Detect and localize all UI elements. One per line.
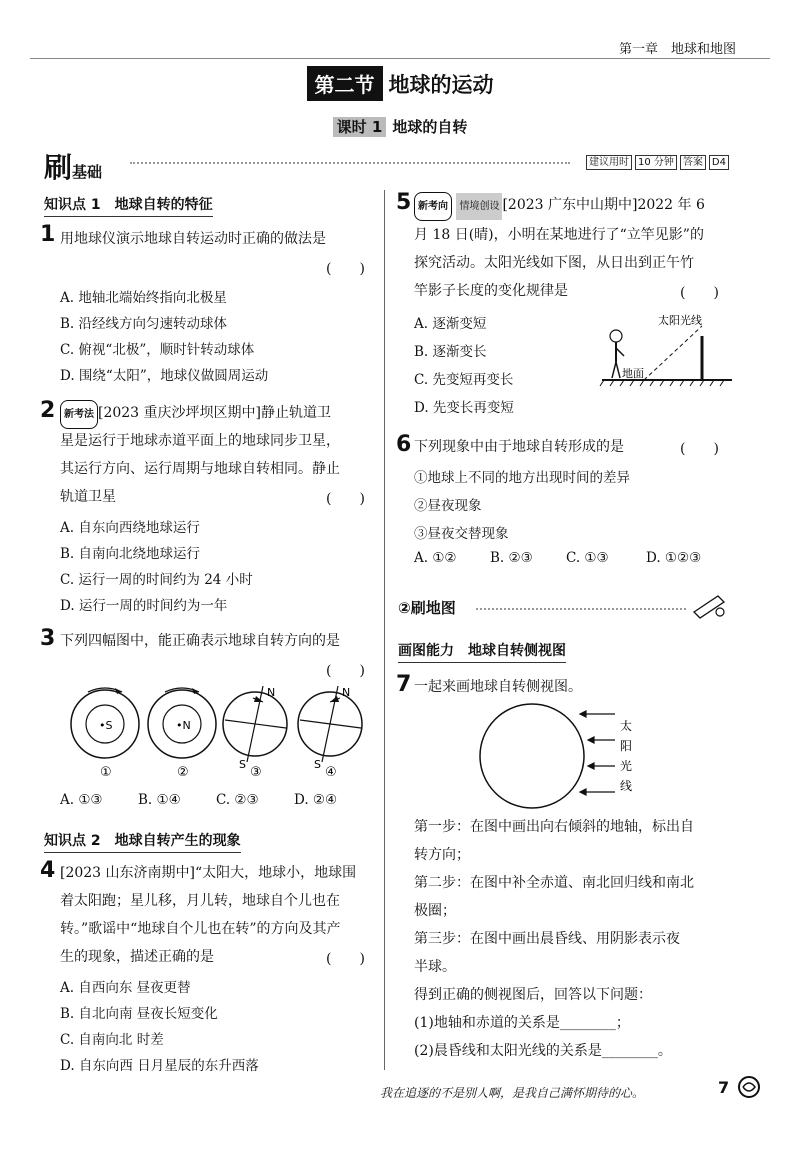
knowledge-point-2: 知识点 2 地球自转产生的现象 <box>44 830 241 853</box>
lesson-name: 地球的自转 <box>392 118 468 136</box>
q3-option-d: D. ②④ <box>294 792 338 808</box>
q5-line3: 探究活动。太阳光线如下图，从日出到正午竹 <box>414 255 694 271</box>
footer-motto: 我在追逐的不是别人啊，是我自己满怀期待的心。 <box>380 1086 645 1100</box>
q3-number: 3 <box>40 626 56 651</box>
q2-line1-text: 静止轨道卫 <box>261 405 332 421</box>
q3-diagrams <box>50 684 370 784</box>
q6-option-b: B. ②③ <box>490 550 533 566</box>
q7-number: 7 <box>396 672 412 697</box>
brand-small: 基础 <box>72 163 103 181</box>
q1-option-b: B. 沿经线方向匀速转动球体 <box>60 316 228 332</box>
q5-option-b: B. 逐渐变长 <box>414 344 487 360</box>
dotted-divider-mid <box>476 608 686 610</box>
q7-step2b: 极圈； <box>414 903 456 919</box>
q7-sub2: (2)晨昏线和太阳光线的关系是________。 <box>414 1043 672 1059</box>
q3-d2-center: •N <box>176 719 191 732</box>
q2-option-d: D. 运行一周的时间约为一年 <box>60 598 228 614</box>
q5-line2: 月 18 日(晴)，小明在某地进行了“立竿见影”的 <box>414 227 704 243</box>
q4-line4: 生的现象，描述正确的是 <box>60 949 214 965</box>
q2-line1 <box>60 400 331 429</box>
q3-stem: 下列四幅图中，能正确表示地球自转方向的是 <box>60 633 340 649</box>
q7-sun-1: 太 <box>620 719 633 733</box>
q5-sunlight-label: 太阳光线 <box>658 314 702 327</box>
q5-line1 <box>414 192 705 221</box>
q1-option-a: A. 地轴北端始终指向北极星 <box>60 290 227 306</box>
q7-earth-diagram <box>470 700 670 810</box>
q7-step1b: 转方向； <box>414 847 470 863</box>
q6-number: 6 <box>396 432 412 457</box>
q6-paren: ( ) <box>680 441 719 457</box>
q7-sun-2: 阳 <box>620 739 633 753</box>
time-box <box>586 153 732 168</box>
q7-sun-4: 线 <box>620 779 633 793</box>
q3-diagram-1 <box>71 688 139 780</box>
q5-line1-text: [2023 广东中山期中]2022 年 6 <box>502 197 705 213</box>
suggest-time-value: 10 分钟 <box>635 155 677 170</box>
q2-number: 2 <box>40 398 56 423</box>
lesson-title <box>0 116 800 137</box>
q4-number: 4 <box>40 858 56 883</box>
q7-after: 得到正确的侧视图后，回答以下问题： <box>414 987 652 1003</box>
q2-paren: ( ) <box>326 491 365 507</box>
answer-label: 答案 <box>680 155 706 170</box>
q3-paren: ( ) <box>326 663 365 679</box>
section-name: 地球的运动 <box>388 73 494 97</box>
q2-line2: 星是运行于地球赤道平面上的地球同步卫星， <box>60 433 340 449</box>
q1-option-d: D. 围绕“太阳”，地球仪做圆周运动 <box>60 368 269 384</box>
section-tag: 第二节 <box>307 66 383 101</box>
q3-option-c: C. ②③ <box>216 792 259 808</box>
q1-paren: ( ) <box>326 261 365 277</box>
q3-d2-label: ② <box>177 765 189 780</box>
q5-number: 5 <box>396 190 412 215</box>
q4-option-d: D. 自东向西 日月星辰的东升西落 <box>60 1058 259 1074</box>
q4-paren: ( ) <box>326 951 365 967</box>
q6-stem: 下列现象中由于地球自转形成的是 <box>414 439 624 455</box>
q3-d1-label: ① <box>100 765 112 780</box>
dotted-divider <box>130 162 570 164</box>
q5-option-d: D. 先变长再变短 <box>414 400 514 416</box>
draw-map-section: ②刷地图 <box>398 599 456 617</box>
q2-option-a: A. 自东向西绕地球运行 <box>60 520 200 536</box>
q3-d3-label: ③ <box>250 765 262 780</box>
q1-option-c: C. 俯视“北极”，顺时针转动球体 <box>60 342 255 358</box>
q7-step3a: 第三步：在图中画出晨昏线、用阴影表示夜 <box>414 931 680 947</box>
q3-diagram-3 <box>223 686 287 780</box>
q7-step1a: 第一步：在图中画出向右倾斜的地轴，标出自 <box>414 819 694 835</box>
q3-option-a: A. ①③ <box>60 792 103 808</box>
q2-option-c: C. 运行一周的时间约为 24 小时 <box>60 572 253 588</box>
q4-line1: [2023 山东济南期中]“太阳大，地球小，地球围 <box>60 865 357 881</box>
q7-step3b: 半球。 <box>414 959 456 975</box>
q2-line4: 轨道卫星 <box>60 489 116 505</box>
q6-option-c: C. ①③ <box>566 550 609 566</box>
lesson-tag: 课时 1 <box>333 117 387 137</box>
q7-sun-3: 光 <box>620 759 633 773</box>
q3-d4-n: N <box>342 686 351 699</box>
q4-option-c: C. 自南向北 时差 <box>60 1032 164 1048</box>
q7-step2a: 第二步：在图中补全赤道、南北回归线和南北 <box>414 875 694 891</box>
q6-item-3: ③昼夜交替现象 <box>414 526 509 542</box>
q5-tag2: 情境创设 <box>456 193 502 220</box>
logo-icon <box>736 1074 762 1100</box>
q3-option-b: B. ①④ <box>138 792 181 808</box>
q7-stem: 一起来画地球自转侧视图。 <box>414 679 582 695</box>
suggest-time-label: 建议用时 <box>586 155 632 170</box>
header-divider <box>30 58 770 59</box>
q3-d4-s: S <box>314 758 321 771</box>
answer-page: D4 <box>709 155 729 170</box>
q1-number: 1 <box>40 222 56 247</box>
q3-d3-n: N <box>267 686 276 699</box>
q7-sub1: (1)地轴和赤道的关系是________； <box>414 1015 630 1031</box>
q2-tag: 新考法 <box>60 400 98 429</box>
column-divider <box>384 190 385 1070</box>
q1-stem: 用地球仪演示地球自转运动时正确的做法是 <box>60 231 326 247</box>
q3-d4-label: ④ <box>325 765 337 780</box>
q6-option-d: D. ①②③ <box>646 550 702 566</box>
knowledge-point-3: 画图能力 地球自转侧视图 <box>398 640 566 663</box>
brand-big: 刷 <box>44 151 73 184</box>
q5-line4: 竿影子长度的变化规律是 <box>414 283 568 299</box>
section-title <box>0 66 800 101</box>
q2-option-b: B. 自南向北绕地球运行 <box>60 546 201 562</box>
q5-tag: 新考向 <box>414 192 452 221</box>
q3-d3-s: S <box>239 758 246 771</box>
q5-option-c: C. 先变短再变长 <box>414 372 514 388</box>
pencil-icon <box>690 590 730 620</box>
q6-item-2: ②昼夜现象 <box>414 498 482 514</box>
q3-diagram-4 <box>298 686 362 780</box>
chapter-header: 第一章 地球和地图 <box>618 42 736 57</box>
q5-paren: ( ) <box>680 285 719 301</box>
q5-ground-label: 地面 <box>622 367 644 380</box>
q4-option-a: A. 自西向东 昼夜更替 <box>60 980 191 996</box>
q5-figure <box>592 306 742 390</box>
q6-option-a: A. ①② <box>414 550 457 566</box>
q4-option-b: B. 自北向南 昼夜长短变化 <box>60 1006 218 1022</box>
q3-diagram-2 <box>148 688 216 780</box>
q4-line2: 着太阳跑；星儿移，月儿转，地球自个儿也在 <box>60 893 340 909</box>
q2-line3: 其运行方向、运行周期与地球自转相同。静止 <box>60 461 340 477</box>
knowledge-point-1: 知识点 1 地球自转的特征 <box>44 194 213 217</box>
q3-d1-center: •S <box>99 719 113 732</box>
q2-source: [2023 重庆沙坪坝区期中] <box>98 405 262 421</box>
page-number: 7 <box>718 1078 730 1097</box>
q6-item-1: ①地球上不同的地方出现时间的差异 <box>414 470 630 486</box>
q5-option-a: A. 逐渐变短 <box>414 316 487 332</box>
brand-mark <box>44 146 102 186</box>
q4-line3: 转。”歌谣中“地球自个儿也在转”的方向及其产 <box>60 921 341 937</box>
